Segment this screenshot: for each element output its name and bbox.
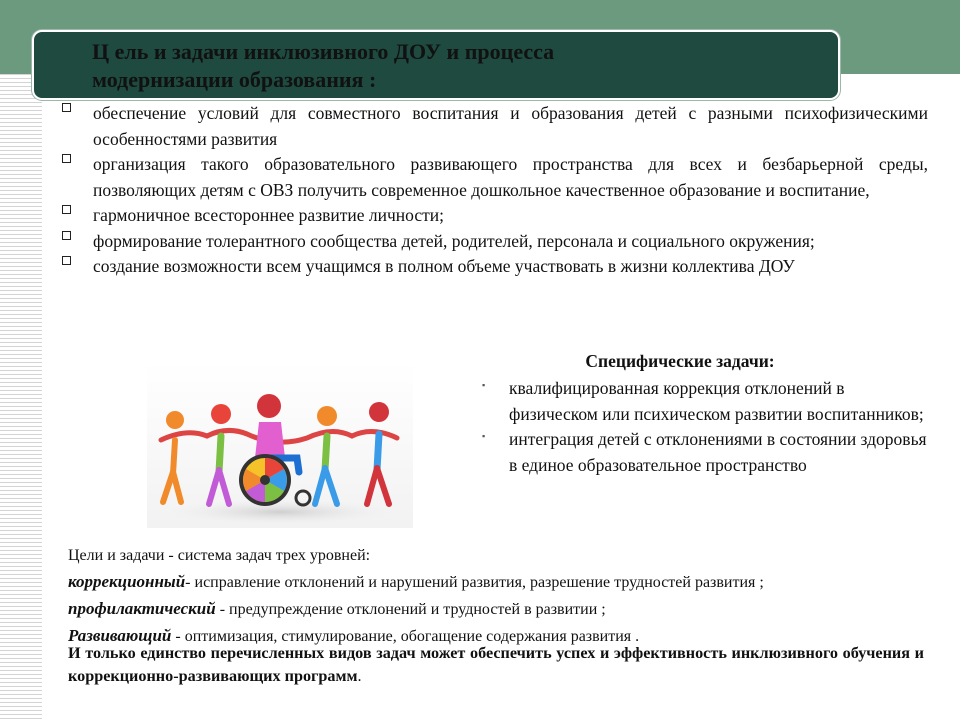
dot-bullet-icon: ▪ [482,380,486,390]
specific-task-item [480,427,928,478]
specific-task-text: интеграция детей с отклонениями в состоянии здоровья в единое образовательное пространство [509,429,927,475]
goal-text: гармоничное всестороннее развитие личности; [93,205,444,225]
children-holding-hands-icon [147,362,413,528]
goal-item [60,152,928,203]
dot-bullet-icon: ▪ [482,431,486,441]
title-line-2: модернизации образования : [92,67,377,92]
level-desc: - предупреждение отклонений и трудностей в развитии ; [215,601,606,618]
square-bullet-icon [62,231,71,240]
conclusion [68,642,924,688]
levels-intro: Цели и задачи - система задач трех уровней: [68,547,371,564]
goal-item [60,101,928,152]
specific-tasks-title: Специфические задачи: [585,351,775,371]
square-bullet-icon [62,103,71,112]
specific-tasks-list [480,376,928,478]
conclusion-text: И только единство перечисленных видов задач может обеспечить успех и эффективность инклюзивного обучения и коррекционно-развивающих программ [68,644,924,685]
specific-task-item [480,376,928,427]
goal-text: организация такого образовательного развивающего пространства для всех и безбарьерной среды, позволяющих детям с ОВЗ получить современное дошкольное качественное образование и воспитание, [93,154,928,200]
task-levels [68,543,928,650]
level-row [68,596,928,623]
level-row [68,569,928,596]
conclusion-tail: . [357,667,362,685]
level-term: профилактический [68,599,216,618]
page-title [92,38,812,94]
goal-text: создание возможности всем учащимся в полном объеме участвовать в жизни коллектива ДОУ [93,256,795,276]
goals-list [60,101,928,280]
goal-text: обеспечение условий для совместного воспитания и образования детей с разными психофизическими особенностями развития [93,103,928,149]
square-bullet-icon [62,205,71,214]
goal-item [60,203,928,229]
level-desc: - исправление отклонений и нарушений развития, разрешение трудностей развития ; [185,574,764,591]
title-box [32,30,840,100]
square-bullet-icon [62,154,71,163]
level-term: коррекционный [68,572,186,591]
goal-text: формирование толерантного сообщества детей, родителей, персонала и социального окружения; [93,230,815,251]
inclusion-illustration [147,362,413,528]
title-line-1: Ц ель и задачи инклюзивного ДОУ и процесса [92,39,555,64]
goal-item [60,254,928,280]
left-stripes [0,74,42,720]
specific-task-text: квалифицированная коррекция отклонений в физическом или психическом развитии воспитанников; [509,378,924,424]
level-term: Развивающий [68,626,172,645]
square-bullet-icon [62,256,71,265]
goal-item [60,229,928,255]
level-desc: - оптимизация, стимулирование, обогащение содержания развития . [171,628,640,645]
